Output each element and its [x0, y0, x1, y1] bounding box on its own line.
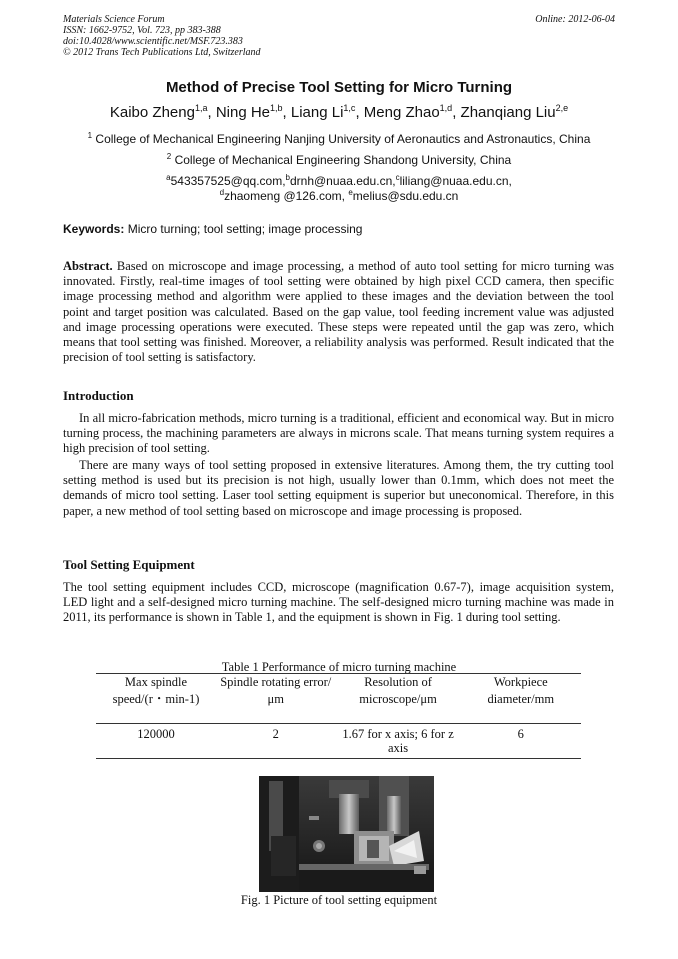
table-caption: Table 1 Performance of micro turning machine [221, 660, 457, 674]
introduction-paragraph-2: There are many ways of tool setting proposed in extensive literatures. Among them, the try cutting tool setting method is used but its precision is not high, usually lower than 0.1mm, which does not meet the demands of micro tool setting. Laser tool setting equipment is superior but uneconomical. Therefore, in this paper, a new method of tool setting based on microscope and image processing is proposed. [63, 458, 614, 518]
performance-table [96, 673, 581, 759]
table-cell: 120000 [137, 727, 175, 741]
section-heading-equipment: Tool Setting Equipment [63, 557, 195, 572]
abstract-text: Based on microscope and image processing, a method of auto tool setting for micro turning was innovated. Firstly, real-time images of tool setting were obtained by high pixel CCD camera, then specific image processing method and algorithm were applied to these images and the deviation between the tool point and target position was calculated. Based on the gap value, tool feeding increment value was adjusted and image processing operations were executed. These steps were repeated until the gap was zero, which means that tool setting was finished. Moreover, a reliability analysis was performed. Result indicated that the precision of tool setting is satisfactory. [63, 259, 614, 365]
author-list [0, 103, 678, 121]
online-date: Online: 2012-06-04 [535, 14, 615, 25]
table-cell: 1.67 for x axis; 6 for z axis [342, 727, 454, 755]
equipment-photo-drawing [259, 776, 434, 892]
affiliation-2 [0, 152, 678, 167]
email-line-2 [0, 188, 678, 203]
equipment-photo [259, 776, 434, 892]
table-cell: 2 [272, 727, 279, 741]
author-affil-sup: 1,b [270, 103, 283, 113]
email-sup: a [166, 173, 171, 182]
author-sep: , [355, 104, 364, 121]
email-address[interactable]: 543357525@qq.com, [170, 174, 286, 188]
author-sep: , [207, 104, 216, 121]
affiliation-sup: 2 [166, 152, 172, 161]
abstract [63, 259, 614, 365]
author-affil-sup: 1,a [194, 103, 208, 113]
email-line-1 [0, 173, 678, 188]
paper-title: Method of Precise Tool Setting for Micro Turning [165, 79, 513, 96]
issn-line: ISSN: 1662-9752, Vol. 723, pp 383-388 [63, 25, 221, 36]
table-header-cell: Max spindle speed/(r・min-1) [112, 675, 200, 706]
email-address[interactable]: liliang@nuaa.edu.cn, [399, 174, 512, 188]
introduction-paragraph-1: In all micro-fabrication methods, micro turning is a traditional, efficient and economical way. But in micro turning process, the machining parameters are always in microns scale. That means turning system requires a high precision of tool setting. [63, 411, 614, 456]
email-sup: e [348, 188, 353, 197]
keywords-text: Micro turning; tool setting; image processing [127, 222, 363, 236]
doi-line[interactable]: doi:10.4028/www.scientific.net/MSF.723.383 [63, 36, 243, 47]
author [461, 104, 569, 121]
figure-caption: Fig. 1 Picture of tool setting equipment [240, 893, 438, 907]
table-header-cell: Spindle rotating error/μm [220, 675, 332, 706]
affiliation-text: College of Mechanical Engineering Shandong University, China [174, 153, 512, 167]
author-name: Ning He [215, 104, 271, 121]
affiliation-sup: 1 [87, 131, 93, 140]
table-cell: 6 [517, 727, 524, 741]
email-sup: c [395, 173, 400, 182]
journal-info [63, 14, 261, 58]
abstract-label: Abstract. [63, 259, 113, 273]
affiliation-text: College of Mechanical Engineering Nanjing University of Aeronautics and Astronautics, China [95, 132, 591, 146]
author-affil-sup: 2,e [555, 103, 569, 113]
keywords [63, 222, 615, 236]
author [291, 104, 364, 121]
table-header-cell: Workpiece diameter/mm [487, 675, 555, 706]
author-sep: , [282, 104, 291, 121]
copyright-line: © 2012 Trans Tech Publications Ltd, Switzerland [63, 47, 261, 58]
table-header-row [96, 674, 581, 724]
author-name: Liang Li [290, 104, 344, 121]
author [364, 104, 461, 121]
author [216, 104, 291, 121]
section-heading-introduction: Introduction [63, 388, 134, 403]
author-sep: , [452, 104, 461, 121]
author-name: Meng Zhao [363, 104, 440, 121]
email-sup: d [219, 188, 225, 197]
affiliation-1 [0, 131, 678, 146]
keywords-label: Keywords: [63, 222, 125, 236]
author-affil-sup: 1,d [439, 103, 453, 113]
author [110, 104, 216, 121]
author-affil-sup: 1,c [343, 103, 356, 113]
equipment-paragraph-1: The tool setting equipment includes CCD, microscope (magnification 0.67-7), image acquisition system, LED light and a self-designed micro turning machine. The self-designed micro turning machine was made in 2011, its performance is shown in Table 1, and the equipment is shown in Fig. 1 during tool setting. [63, 580, 614, 625]
author-name: Zhanqiang Liu [460, 104, 556, 121]
table-header-cell: Resolution of microscope/μm [359, 675, 437, 706]
email-sup: b [285, 173, 290, 182]
email-address[interactable]: zhaomeng @126.com, [224, 189, 349, 203]
table-row [96, 724, 581, 759]
email-address[interactable]: drnh@nuaa.edu.cn, [289, 174, 396, 188]
journal-name: Materials Science Forum [63, 14, 165, 25]
email-address[interactable]: melius@sdu.edu.cn [352, 189, 459, 203]
author-name: Kaibo Zheng [109, 104, 195, 121]
